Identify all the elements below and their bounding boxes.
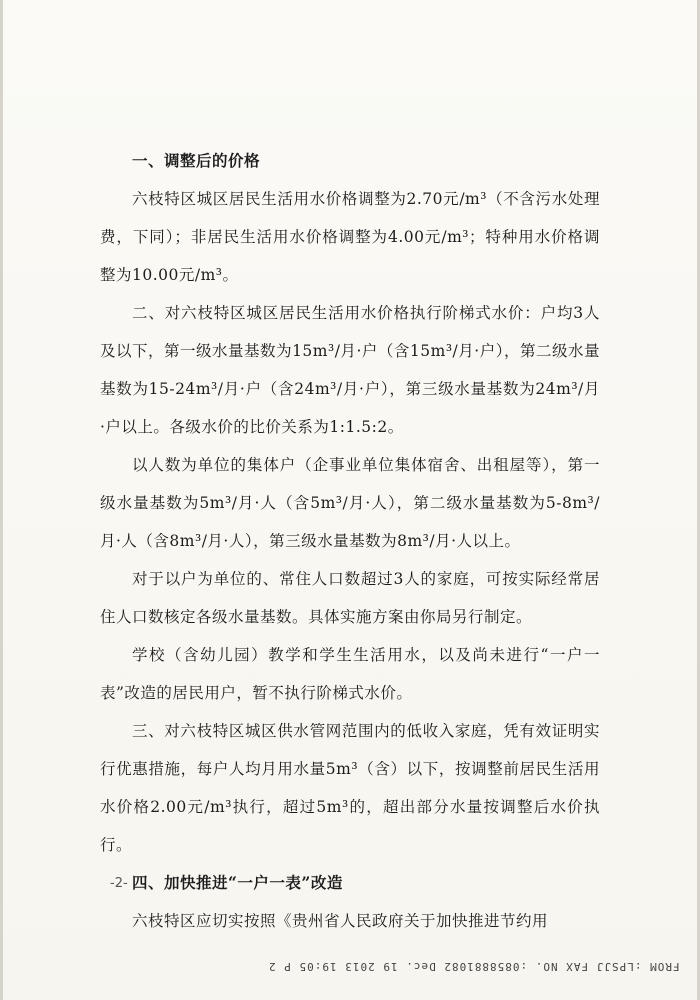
scan-edge-left (0, 0, 3, 1000)
paragraph-collective-households: 以人数为单位的集体户（企事业单位集体宿舍、出租屋等），第一级水量基数为5m³/月·人（含5m³/月·人），第二级水量基数为5-8m³/月·人（含8m³/月·人），第三级水量基数为8m³/月·人以上。 (100, 456, 600, 550)
paragraph-schools-exemption: 学校（含幼儿园）教学和学生生活用水，以及尚未进行“一户一表”改造的居民用户，暂不执行阶梯式水价。 (100, 646, 600, 702)
page-number: -2- (110, 876, 128, 891)
paragraph-implementation: 六枝特区应切实按照《贵州省人民政府关于加快推进节约用 (132, 912, 549, 930)
fax-header-line: FROM :LPSJJ FAX NO. :0858881082 Dec. 19 2013 19:05 P 2 (268, 960, 680, 973)
section-heading-4: 四、加快推进“一户一表”改造 (132, 873, 343, 892)
document-body (100, 142, 600, 940)
paragraph-tiered-pricing: 二、对六枝特区城区居民生活用水价格执行阶梯式水价：户均3人及以下，第一级水量基数为15m³/月·户（含15m³/月·户），第二级水量基数为15-24m³/月·户（含24m³/月·户），第三级水量基数为24m³/月·户以上。各级水价的比价关系为1:1.5:2。 (100, 304, 600, 436)
paragraph-price-adjustment: 六枝特区城区居民生活用水价格调整为2.70元/m³（不含污水处理费，下同）；非居民生活用水价格调整为4.00元/m³；特种用水价格调整为10.00元/m³。 (100, 190, 600, 284)
paragraph-large-families: 对于以户为单位的、常住人口数超过3人的家庭，可按实际经常居住人口数核定各级水量基数。具体实施方案由你局另行制定。 (100, 570, 600, 626)
section-heading-1: 一、调整后的价格 (132, 151, 261, 170)
paragraph-low-income: 三、对六枝特区城区供水管网范围内的低收入家庭，凭有效证明实行优惠措施，每户人均月用水量5m³（含）以下，按调整前居民生活用水价格2.00元/m³执行，超过5m³的，超出部分水量按调整后水价执行。 (100, 722, 600, 854)
